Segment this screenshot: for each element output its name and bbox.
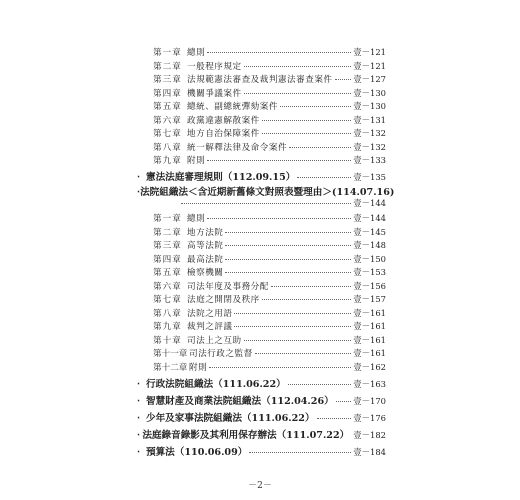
page-reference: 壹－156 xyxy=(353,280,386,291)
chapter-title: 一般程序規定 xyxy=(187,61,242,72)
page-reference: 壹－132 xyxy=(353,141,386,152)
dot-leader xyxy=(255,353,352,354)
toc-chapter-row[interactable] xyxy=(153,347,386,361)
toc-chapter-row[interactable] xyxy=(153,141,386,155)
law-title: 少年及家事法院組織法（111.06.22） xyxy=(146,413,315,424)
dot-leader xyxy=(336,401,352,402)
page-reference: 壹－130 xyxy=(353,87,386,98)
dot-leader xyxy=(262,299,351,300)
toc-law-entry[interactable] xyxy=(137,427,386,441)
chapter-number: 第八章 xyxy=(153,308,182,319)
chapter-number: 第四章 xyxy=(153,88,182,99)
chapter-number: 第三章 xyxy=(153,241,182,251)
law-title: 預算法（110.06.09） xyxy=(146,447,248,458)
toc-chapter-row[interactable] xyxy=(153,127,386,141)
toc-chapter-row[interactable] xyxy=(153,60,386,74)
dot-leader xyxy=(297,177,351,178)
toc-chapter-row[interactable] xyxy=(153,73,386,87)
dot-leader xyxy=(271,286,351,287)
toc-law-entry[interactable] xyxy=(137,393,386,407)
dot-leader xyxy=(262,133,351,134)
dot-leader xyxy=(288,384,351,385)
dot-leader xyxy=(207,160,351,161)
dot-leader xyxy=(244,93,352,94)
dot-leader xyxy=(207,52,351,53)
toc-chapter-row[interactable] xyxy=(153,320,386,334)
dot-leader xyxy=(289,147,351,148)
chapter-title: 總統、副總統彈劾案件 xyxy=(187,102,278,112)
chapter-number: 第十章 xyxy=(153,335,182,346)
page-reference: 壹－157 xyxy=(353,294,386,304)
dot-leader xyxy=(207,218,351,219)
page-reference: 壹－144 xyxy=(353,198,386,208)
page-reference: 壹－184 xyxy=(353,447,386,457)
page-reference: 壹－161 xyxy=(353,321,386,331)
page-reference: 壹－121 xyxy=(353,47,386,57)
page-reference: 壹－163 xyxy=(353,379,386,389)
toc-law-entry[interactable] xyxy=(137,376,386,390)
chapter-title: 政黨違憲解散案件 xyxy=(187,115,260,126)
page-reference: 壹－182 xyxy=(353,430,386,440)
toc-chapter-row[interactable] xyxy=(153,253,386,267)
chapter-title: 總則 xyxy=(187,48,206,58)
chapter-number: 第七章 xyxy=(153,129,182,139)
chapter-title: 裁判之評議 xyxy=(187,322,233,332)
chapter-number: 第一章 xyxy=(153,214,182,224)
bullet-marker: ‧ xyxy=(137,396,141,407)
bullet-marker: ‧ xyxy=(137,379,141,390)
dot-leader xyxy=(335,79,352,80)
chapter-title: 附則 xyxy=(189,362,208,373)
toc-law-entry[interactable] xyxy=(137,169,386,183)
page-reference: 壹－127 xyxy=(353,74,386,84)
toc-chapter-row[interactable] xyxy=(153,154,386,168)
toc-chapter-row[interactable] xyxy=(153,87,386,101)
chapter-number: 第二章 xyxy=(153,61,182,72)
law-title: 憲法法庭審理規則（112.09.15） xyxy=(146,172,296,183)
page-reference: 壹－161 xyxy=(353,334,386,345)
dot-leader xyxy=(244,66,352,67)
dot-leader xyxy=(244,340,352,341)
page-reference: 壹－150 xyxy=(353,253,386,264)
page-reference: 壹－130 xyxy=(353,101,386,111)
dot-leader xyxy=(234,326,351,327)
chapter-title: 機關爭議案件 xyxy=(187,88,242,99)
chapter-number: 第九章 xyxy=(153,322,182,332)
chapter-title: 法庭之開閉及秩序 xyxy=(187,295,260,305)
dot-leader xyxy=(225,259,351,260)
page-reference: 壹－145 xyxy=(353,226,386,237)
chapter-title: 最高法院 xyxy=(187,254,224,265)
chapter-number: 第六章 xyxy=(153,281,182,292)
dot-leader xyxy=(225,232,351,233)
chapter-title: 法院之用語 xyxy=(187,308,233,319)
chapter-title: 檢察機關 xyxy=(187,268,224,278)
dot-leader xyxy=(262,120,351,121)
page-reference: 壹－133 xyxy=(353,155,386,165)
chapter-title: 統一解釋法律及命令案件 xyxy=(187,142,288,153)
chapter-number: 第六章 xyxy=(153,115,182,126)
bullet-marker: ‧ xyxy=(137,430,141,441)
dot-leader xyxy=(317,418,352,419)
page-reference: 壹－132 xyxy=(353,128,386,138)
toc-chapter-row[interactable] xyxy=(153,307,386,321)
dot-leader xyxy=(181,203,351,204)
law-title: 智慧財產及商業法院組織法（112.04.26） xyxy=(146,396,334,407)
dot-leader xyxy=(225,245,351,246)
page-reference: 壹－176 xyxy=(353,413,386,423)
page-reference: 壹－170 xyxy=(353,396,386,406)
page-reference: 壹－161 xyxy=(353,307,386,318)
page-reference: 壹－144 xyxy=(353,213,386,223)
page-reference: 壹－148 xyxy=(353,240,386,250)
bullet-marker: ‧ xyxy=(137,187,141,198)
chapter-title: 司法行政之監督 xyxy=(189,349,253,359)
toc-chapter-row[interactable] xyxy=(153,212,386,226)
chapter-title: 附則 xyxy=(187,156,206,166)
law-title: 法院組織法＜含近期新舊條文對照表暨理由＞(114.07.16) xyxy=(140,187,395,198)
chapter-title: 司法年度及事務分配 xyxy=(187,281,269,292)
chapter-number: 第五章 xyxy=(153,102,182,112)
bullet-marker: ‧ xyxy=(137,413,141,424)
chapter-number: 第二章 xyxy=(153,227,182,238)
toc-law-entry[interactable] xyxy=(137,184,395,198)
chapter-title: 總則 xyxy=(187,214,206,224)
toc-chapter-row[interactable] xyxy=(153,226,386,240)
chapter-number: 第九章 xyxy=(153,156,182,166)
page-reference: 壹－153 xyxy=(353,267,386,277)
chapter-number: 第一章 xyxy=(153,48,182,58)
toc-chapter-row[interactable] xyxy=(153,100,386,114)
page-number-footer: －2－ xyxy=(248,481,272,491)
law-title: 行政法院組織法（111.06.22） xyxy=(146,379,286,390)
page-reference: 壹－131 xyxy=(353,114,386,125)
toc-chapter-row[interactable] xyxy=(153,266,386,280)
bullet-marker: ‧ xyxy=(137,447,141,458)
page-reference: 壹－135 xyxy=(353,172,386,182)
chapter-number: 第四章 xyxy=(153,254,182,265)
page-reference: 壹－161 xyxy=(353,348,386,358)
chapter-title: 高等法院 xyxy=(187,241,224,251)
toc-law-page-line xyxy=(179,197,386,211)
law-title: 法庭錄音錄影及其利用保存辦法（111.07.22） xyxy=(142,430,350,441)
chapter-number: 第三章 xyxy=(153,75,182,85)
dot-leader xyxy=(234,313,351,314)
chapter-number: 第七章 xyxy=(153,295,182,305)
toc-law-entry[interactable] xyxy=(137,444,386,458)
dot-leader xyxy=(249,452,351,453)
toc-law-entry[interactable] xyxy=(137,410,386,424)
chapter-title: 法規範憲法審查及裁判憲法審查案件 xyxy=(187,75,333,85)
chapter-title: 司法上之互助 xyxy=(187,335,242,346)
page-reference: 壹－121 xyxy=(353,60,386,71)
chapter-number: 第五章 xyxy=(153,268,182,278)
dot-leader xyxy=(225,272,351,273)
toc-chapter-row[interactable] xyxy=(153,114,386,128)
toc-chapter-row[interactable] xyxy=(153,361,386,375)
chapter-title: 地方法院 xyxy=(187,227,224,238)
chapter-number: 第八章 xyxy=(153,142,182,153)
chapter-number: 第十二章 xyxy=(153,362,188,373)
toc-chapter-row[interactable] xyxy=(153,239,386,253)
bullet-marker: ‧ xyxy=(137,172,141,183)
chapter-number: 第十一章 xyxy=(153,349,188,359)
dot-leader xyxy=(280,106,351,107)
chapter-title: 地方自治保障案件 xyxy=(187,129,260,139)
toc-chapter-row[interactable] xyxy=(153,293,386,307)
toc-chapter-row[interactable] xyxy=(153,334,386,348)
toc-chapter-row[interactable] xyxy=(153,280,386,294)
page-reference: 壹－162 xyxy=(353,361,386,372)
toc-chapter-row[interactable] xyxy=(153,46,386,60)
dot-leader xyxy=(209,367,351,368)
